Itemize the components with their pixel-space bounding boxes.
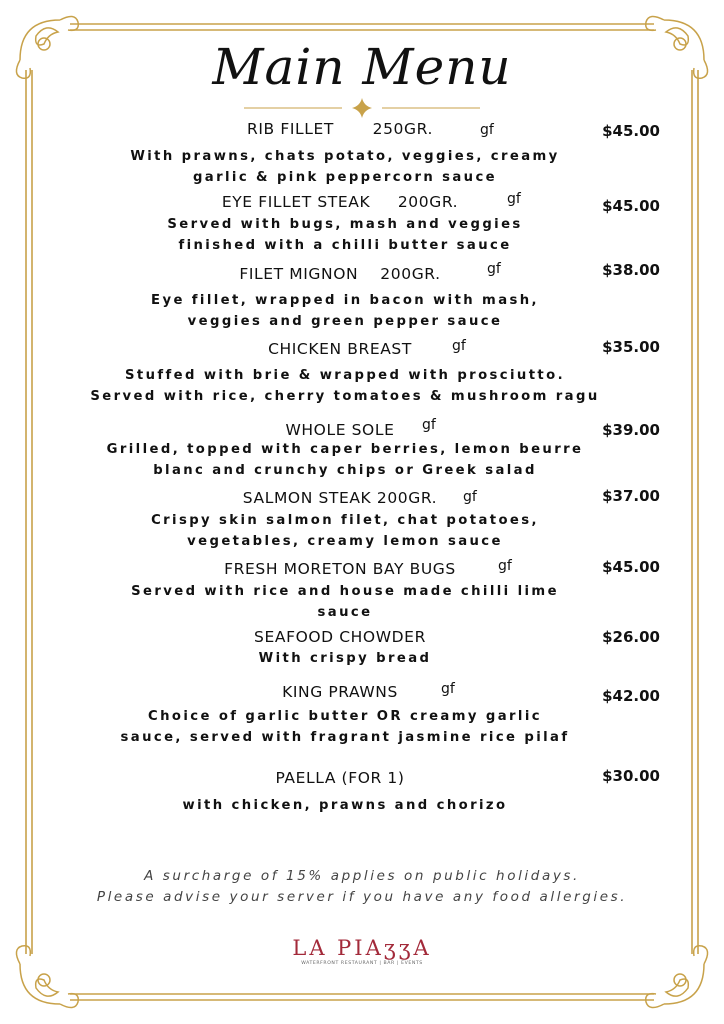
logo-tagline: WATERFRONT RESTAURANT | BAR | EVENTS: [301, 961, 423, 966]
gluten-free-badge: gf: [498, 558, 512, 574]
page-title: Main Menu: [212, 38, 512, 96]
footer-notes: [0, 866, 724, 908]
menu-item-name: CHICKEN BREAST: [268, 340, 412, 358]
menu-item-price: $30.00: [602, 767, 660, 785]
menu-item-price: $38.00: [602, 261, 660, 279]
description-line: Eye fillet, wrapped in bacon with mash,: [151, 293, 539, 308]
menu-item-description: [60, 365, 630, 407]
menu-item-name: SALMON STEAK 200GR.: [242, 489, 438, 507]
description-line: garlic & pink peppercorn sauce: [192, 170, 498, 185]
menu-item-price: $39.00: [602, 421, 660, 439]
allergy-note: Please advise your server if you have any food allergies.: [96, 889, 628, 905]
description-line: With crispy bread: [258, 651, 432, 666]
description-line: Choice of garlic butter OR creamy garlic: [148, 709, 542, 724]
menu-item-price: $26.00: [602, 628, 660, 646]
menu-item-price: $45.00: [602, 122, 660, 140]
description-line: sauce, served with fragrant jasmine rice pilaf: [120, 730, 570, 745]
menu-item-description: [60, 439, 630, 481]
gluten-free-badge: gf: [507, 191, 521, 207]
menu-item-description: [60, 706, 630, 748]
description-line: Served with rice and house made chilli lime: [131, 584, 559, 599]
description-line: With prawns, chats potato, veggies, creamy: [130, 149, 560, 164]
description-line: veggies and green pepper sauce: [187, 314, 503, 329]
menu-item-description: [60, 146, 630, 188]
description-line: Stuffed with brie & wrapped with prosciutto.: [124, 368, 565, 383]
menu-item-description: [60, 581, 630, 623]
description-line: with chicken, prawns and chorizo: [182, 798, 508, 813]
menu-item-description: [60, 214, 630, 256]
description-line: Crispy skin salmon filet, chat potatoes,: [151, 513, 539, 528]
menu-item-description: [60, 648, 630, 669]
description-line: vegetables, creamy lemon sauce: [187, 534, 503, 549]
menu-item-name: SEAFOOD CHOWDER: [254, 628, 426, 646]
gluten-free-badge: gf: [452, 338, 466, 354]
description-line: finished with a chilli butter sauce: [178, 238, 512, 253]
menu-item-price: $42.00: [602, 687, 660, 705]
description-line: blanc and crunchy chips or Greek salad: [153, 463, 537, 478]
gluten-free-badge: gf: [463, 489, 477, 505]
restaurant-logo: [262, 936, 462, 966]
menu-item-name: WHOLE SOLE: [285, 421, 395, 439]
menu-item-name: EYE FILLET STEAK 200GR.: [221, 193, 459, 211]
menu-item-description: [60, 510, 630, 552]
menu-item-description: [60, 290, 630, 332]
menu-item-name: FRESH MORETON BAY BUGS: [224, 560, 456, 578]
logo-name: LA PIAʒʒA: [292, 936, 432, 960]
gluten-free-badge: gf: [441, 681, 455, 697]
menu-item-description: [60, 795, 630, 816]
description-line: sauce: [317, 605, 373, 620]
gluten-free-badge: gf: [480, 122, 494, 138]
description-line: Grilled, topped with caper berries, lemon beurre: [106, 442, 584, 457]
menu-item-price: $45.00: [602, 558, 660, 576]
description-line: Served with bugs, mash and veggies: [167, 217, 523, 232]
menu-item-price: $45.00: [602, 197, 660, 215]
menu-item-name: FILET MIGNON 200GR.: [239, 265, 441, 283]
gluten-free-badge: gf: [487, 261, 501, 277]
description-line: Served with rice, cherry tomatoes & mushroom ragu: [90, 389, 600, 404]
star-divider-icon: [244, 98, 480, 118]
menu-item-name: PAELLA (FOR 1): [275, 769, 405, 787]
gluten-free-badge: gf: [422, 417, 436, 433]
menu-item-name: KING PRAWNS: [282, 683, 398, 701]
menu-item-price: $37.00: [602, 487, 660, 505]
surcharge-note: A surcharge of 15% applies on public holidays.: [144, 868, 580, 884]
menu-item-name: RIB FILLET 250GR.: [247, 120, 433, 138]
menu-item-price: $35.00: [602, 338, 660, 356]
